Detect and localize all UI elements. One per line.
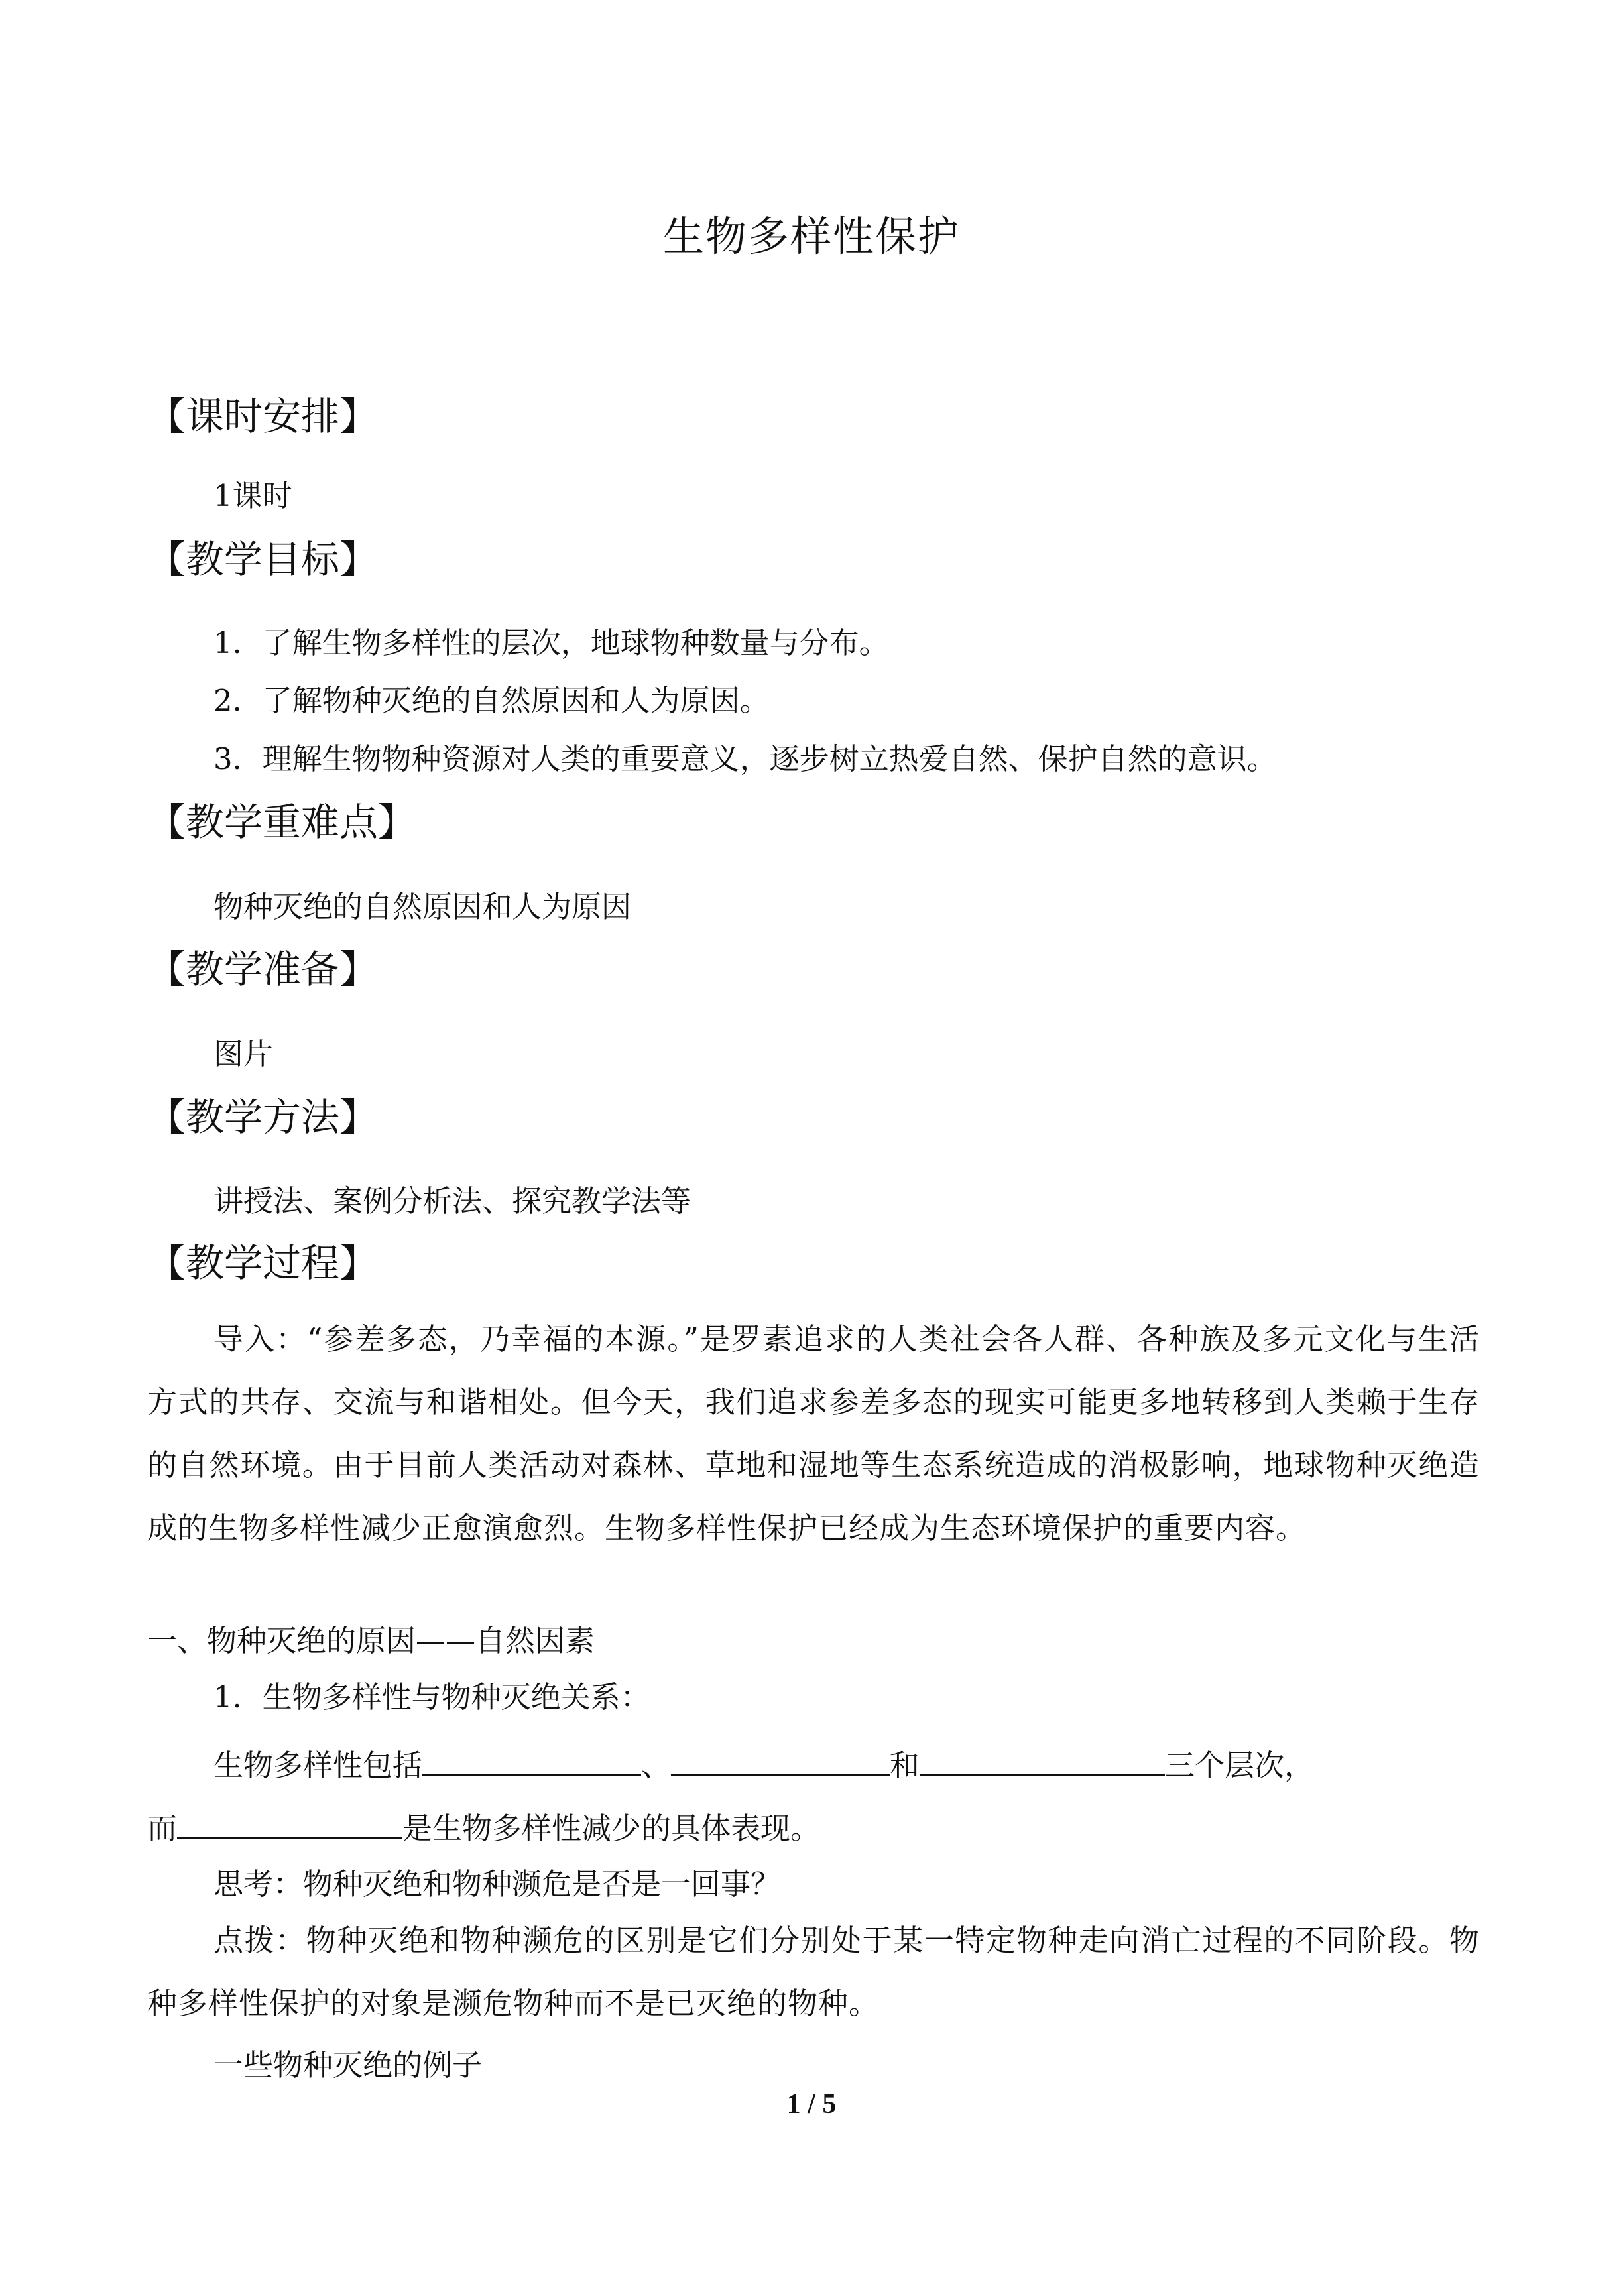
schedule-content: 1课时 (213, 478, 292, 513)
objective-item: 2．了解物种灭绝的自然原因和人为原因。 (213, 683, 770, 718)
fill-text: 和 (890, 1748, 920, 1783)
part1-heading: 一、物种灭绝的原因——自然因素 (147, 1623, 595, 1658)
heading-process: 【教学过程】 (147, 1240, 379, 1286)
page-number: 1 / 5 (786, 2089, 837, 2120)
heading-methods: 【教学方法】 (147, 1095, 379, 1140)
objective-item: 3．理解生物物种资源对人类的重要意义，逐步树立热爱自然、保护自然的意识。 (213, 741, 1277, 776)
hint-paragraph: 点拨：物种灭绝和物种濒危的区别是它们分别处于某一特定物种走向消亡过程的不同阶段。物种多样性保护的对象是濒危物种而不是已灭绝的物种。 (147, 1923, 1480, 2021)
part1-subheading: 1．生物多样性与物种灭绝关系： (213, 1679, 650, 1715)
key-points-content: 物种灭绝的自然原因和人为原因 (213, 889, 632, 924)
answer-blank[interactable] (671, 1742, 890, 1776)
heading-preparation: 【教学准备】 (147, 947, 379, 992)
fill-text: 生物多样性包括 (213, 1748, 423, 1783)
fill-text: 、 (641, 1748, 672, 1783)
examples-label: 一些物种灭绝的例子 (213, 2047, 483, 2083)
heading-key-points: 【教学重难点】 (147, 800, 417, 845)
objective-item: 1．了解生物多样性的层次，地球物种数量与分布。 (213, 625, 889, 660)
fill-text: 三个层次， (1165, 1748, 1315, 1783)
answer-blank[interactable] (177, 1805, 402, 1839)
answer-blank[interactable] (422, 1742, 641, 1776)
fill-in-line-2 (147, 1805, 820, 1848)
answer-blank[interactable] (920, 1742, 1165, 1776)
methods-content: 讲授法、案例分析法、探究教学法等 (213, 1183, 691, 1219)
fill-in-line-1 (213, 1742, 1314, 1785)
intro-paragraph: 导入：“参差多态，乃幸福的本源。”是罗素追求的人类社会各人群、各种族及多元文化与生活方式的共存、交流与和谐相处。但今天，我们追求参差多态的现实可能更多地转移到人类赖于生存的自然环境。由于目前人类活动对森林、草地和湿地等生态系统造成的消极影响，地球物种灭绝造成的生物多样性减少正愈演愈烈。生物多样性保护已经成为生态环境保护的重要内容。 (147, 1321, 1480, 1545)
page-title: 生物多样性保护 (662, 212, 960, 261)
preparation-content: 图片 (213, 1036, 274, 1071)
heading-schedule: 【课时安排】 (147, 394, 379, 439)
think-question: 思考：物种灭绝和物种濒危是否是一回事？ (213, 1866, 781, 1902)
fill-text: 而 (147, 1811, 178, 1846)
heading-objectives: 【教学目标】 (147, 537, 379, 582)
fill-text: 是生物多样性减少的具体表现。 (402, 1811, 821, 1846)
